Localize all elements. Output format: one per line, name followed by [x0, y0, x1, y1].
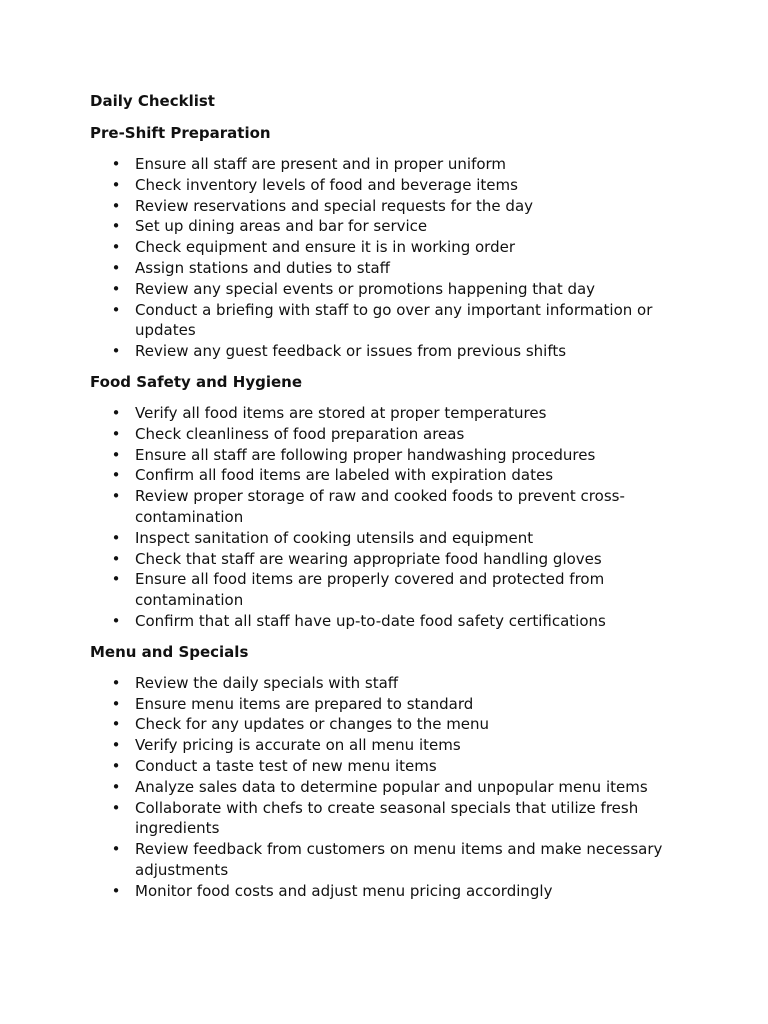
checklist-item: [90, 258, 675, 279]
checklist-item-text: Confirm all food items are labeled with expiration dates: [135, 466, 554, 485]
bullet-icon: •: [111, 840, 121, 859]
checklist: [90, 403, 678, 632]
checklist-item-text: Verify all food items are stored at proper temperatures: [135, 403, 547, 422]
bullet-icon: •: [111, 175, 121, 194]
checklist-item-text: Review reservations and special requests for the day: [135, 196, 534, 215]
checklist-item: [90, 445, 675, 466]
bullet-icon: •: [111, 549, 121, 568]
bullet-icon: •: [111, 196, 121, 215]
checklist-item: [90, 673, 675, 694]
checklist-item-text: Check cleanliness of food preparation areas: [135, 424, 465, 443]
checklist-item-text: Ensure menu items are prepared to standard: [135, 694, 474, 713]
checklist-item-text: Monitor food costs and adjust menu pricing accordingly: [135, 881, 553, 900]
bullet-icon: •: [111, 403, 121, 422]
bullet-icon: •: [111, 881, 121, 900]
checklist-item-text: Check inventory levels of food and beverage items: [135, 175, 518, 194]
checklist-item: [90, 465, 675, 486]
checklist: [90, 154, 678, 362]
document-title: Daily Checklist: [90, 92, 215, 110]
checklist-item-text: Analyze sales data to determine popular and unpopular menu items: [135, 777, 648, 796]
section-menu-and-specials: [90, 642, 678, 902]
checklist-item-text: Check that staff are wearing appropriate food handling gloves: [135, 549, 602, 568]
bullet-icon: •: [111, 777, 121, 796]
bullet-icon: •: [111, 528, 121, 547]
checklist-item-text: Assign stations and duties to staff: [135, 258, 390, 277]
checklist-item: [90, 569, 675, 611]
section-heading: Food Safety and Hygiene: [90, 372, 302, 391]
bullet-icon: •: [111, 258, 121, 277]
checklist-item: [90, 611, 675, 632]
checklist-item: [90, 777, 675, 798]
checklist-item: [90, 300, 675, 342]
checklist: [90, 673, 678, 902]
checklist-item-text: Conduct a taste test of new menu items: [135, 756, 437, 775]
bullet-icon: •: [111, 756, 121, 775]
checklist-item-text: Inspect sanitation of cooking utensils and equipment: [135, 528, 534, 547]
checklist-item: [90, 424, 675, 445]
bullet-icon: •: [111, 300, 121, 319]
checklist-item: [90, 798, 675, 840]
bullet-icon: •: [111, 238, 121, 257]
checklist-item: [90, 714, 675, 735]
bullet-icon: •: [111, 424, 121, 443]
bullet-icon: •: [111, 736, 121, 755]
checklist-item: [90, 694, 675, 715]
checklist-item-text: Conduct a briefing with staff to go over any important information or updates: [135, 300, 653, 340]
checklist-item: [90, 341, 675, 362]
checklist-item: [90, 196, 675, 217]
checklist-sections: [90, 123, 678, 902]
checklist-item-text: Review any special events or promotions happening that day: [135, 279, 596, 298]
checklist-item: [90, 881, 675, 902]
bullet-icon: •: [111, 570, 121, 589]
bullet-icon: •: [111, 445, 121, 464]
section-heading: Pre-Shift Preparation: [90, 124, 271, 142]
bullet-icon: •: [111, 217, 121, 236]
checklist-item-text: Check equipment and ensure it is in working order: [135, 238, 516, 257]
checklist-item-text: Review feedback from customers on menu items and make necessary adjustments: [135, 840, 663, 879]
checklist-item-text: Verify pricing is accurate on all menu items: [135, 736, 461, 755]
bullet-icon: •: [111, 155, 121, 173]
checklist-item-text: Review any guest feedback or issues from previous shifts: [135, 342, 567, 361]
checklist-item-text: Ensure all food items are properly covered and protected from contamination: [135, 570, 605, 610]
checklist-item: [90, 216, 675, 237]
bullet-icon: •: [111, 279, 121, 298]
checklist-item: [90, 175, 675, 196]
checklist-item: [90, 528, 675, 549]
checklist-item-text: Set up dining areas and bar for service: [135, 217, 428, 236]
bullet-icon: •: [111, 611, 121, 630]
checklist-item-text: Collaborate with chefs to create seasonal specials that utilize fresh ingredients: [135, 798, 639, 838]
section-pre-shift-preparation: [90, 123, 678, 362]
checklist-item-text: Check for any updates or changes to the menu: [135, 715, 490, 734]
checklist-item-text: Review the daily specials with staff: [135, 673, 399, 692]
bullet-icon: •: [111, 715, 121, 734]
bullet-icon: •: [111, 673, 121, 692]
checklist-item: [90, 486, 675, 528]
bullet-icon: •: [111, 466, 121, 485]
bullet-icon: •: [111, 487, 121, 506]
checklist-item: [90, 403, 675, 424]
checklist-item-text: Ensure all staff are following proper handwashing procedures: [135, 445, 596, 464]
section-heading: Menu and Specials: [90, 642, 249, 661]
checklist-item: [90, 154, 675, 175]
checklist-item: [90, 237, 675, 258]
checklist-item: [90, 839, 675, 881]
checklist-item: [90, 549, 675, 570]
checklist-item-text: Ensure all staff are present and in proper uniform: [135, 155, 507, 173]
bullet-icon: •: [111, 342, 121, 361]
checklist-item: [90, 756, 675, 777]
bullet-icon: •: [111, 798, 121, 817]
checklist-item: [90, 735, 675, 756]
section-food-safety-and-hygiene: [90, 372, 678, 632]
checklist-item-text: Review proper storage of raw and cooked foods to prevent cross-contamination: [135, 487, 625, 526]
checklist-item-text: Confirm that all staff have up-to-date food safety certifications: [135, 611, 606, 630]
checklist-item: [90, 279, 675, 300]
bullet-icon: •: [111, 694, 121, 713]
